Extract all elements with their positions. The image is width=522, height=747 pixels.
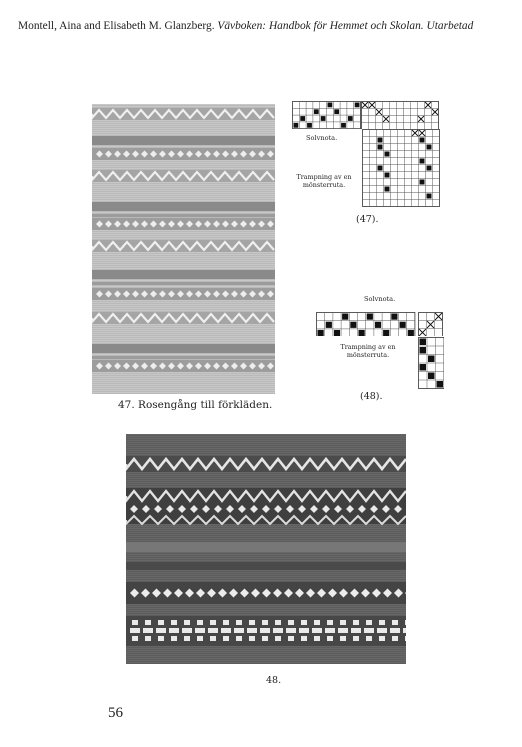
draft-47-trampning-label bbox=[290, 173, 358, 189]
draft-48-solvnota-label: Solvnota. bbox=[364, 295, 396, 303]
header-authors: Montell, Aina and Elisabeth M. Glanzberg. bbox=[18, 20, 218, 32]
draft-48-threading bbox=[316, 312, 416, 336]
figure-47-number: 47. bbox=[118, 399, 135, 411]
page-header bbox=[18, 20, 473, 32]
draft-47-trampning-line2: mönsterruta. bbox=[302, 181, 346, 189]
draft-48-trampning-line2: mönsterruta. bbox=[346, 351, 390, 359]
draft-47-treadling bbox=[362, 129, 441, 208]
draft-48-label: (48). bbox=[360, 391, 383, 402]
draft-48-treadling bbox=[418, 337, 444, 389]
draft-48-tieup bbox=[418, 312, 444, 336]
figure-47-title: Rosengång till förkläden. bbox=[138, 399, 273, 411]
weaving-photo-47 bbox=[92, 104, 275, 394]
draft-47-threading bbox=[292, 101, 362, 129]
draft-47-trampning-line1: Trampning av en bbox=[296, 173, 352, 181]
figure-48-caption: 48. bbox=[266, 675, 282, 686]
draft-48-trampning-label bbox=[328, 343, 408, 359]
draft-47-solvnota-label: Solvnota. bbox=[306, 134, 338, 142]
draft-47-label: (47). bbox=[356, 214, 379, 225]
figure-47-caption bbox=[118, 399, 272, 411]
header-book-title: Vävboken: Handbok för Hemmet och Skolan. Utarbetad bbox=[217, 20, 474, 32]
weaving-photo-48 bbox=[126, 434, 406, 664]
draft-47-tieup bbox=[361, 101, 441, 129]
page-number: 56 bbox=[108, 705, 123, 721]
draft-48-trampning-line1: Trampning av en bbox=[340, 343, 396, 351]
